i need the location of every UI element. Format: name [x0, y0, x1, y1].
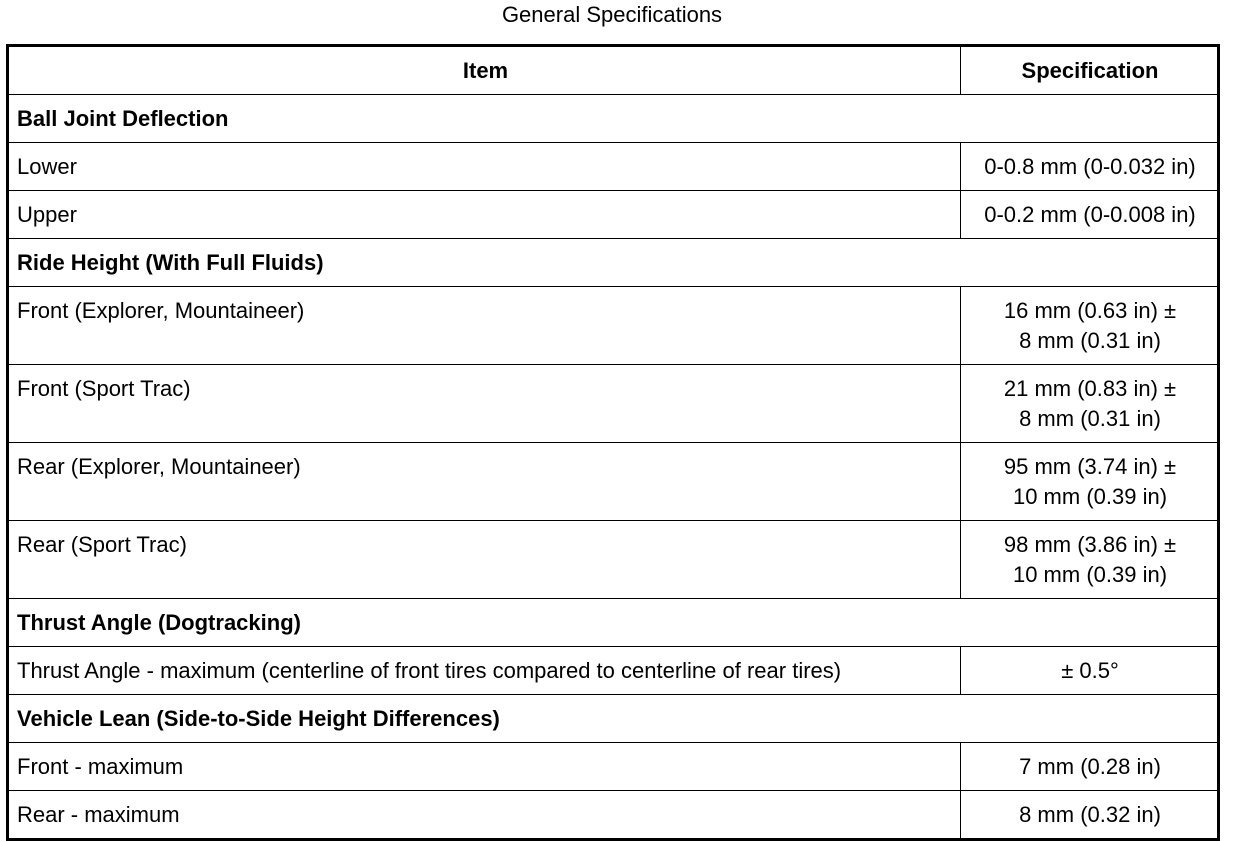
table-row [8, 443, 1219, 521]
spec-line: 10 mm (0.39 in) [1012, 484, 1168, 509]
table-row [8, 143, 1219, 191]
spec-line: 10 mm (0.39 in) [1012, 562, 1168, 587]
spec-line: 8 mm (0.31 in) [1019, 406, 1161, 431]
spec-cell: 8 mm (0.32 in) [961, 791, 1219, 840]
table-row [8, 521, 1219, 599]
spec-line: 16 mm (0.63 in) ± [1003, 298, 1177, 323]
spec-cell: 0-0.2 mm (0-0.008 in) [961, 191, 1219, 239]
section-title: Vehicle Lean (Side-to-Side Height Differences) [8, 695, 1219, 743]
table-row [8, 743, 1219, 791]
item-cell: Rear (Explorer, Mountaineer) [8, 443, 961, 521]
table-row [8, 365, 1219, 443]
spec-line: 8 mm (0.31 in) [1019, 328, 1161, 353]
item-cell: Lower [8, 143, 961, 191]
item-cell: Rear (Sport Trac) [8, 521, 961, 599]
item-cell: Thrust Angle - maximum (centerline of front tires compared to centerline of rear tires) [8, 647, 961, 695]
spec-cell [961, 287, 1219, 365]
column-header-specification: Specification [961, 46, 1219, 95]
spec-line: 21 mm (0.83 in) ± [1003, 376, 1177, 401]
specifications-table [6, 44, 1220, 841]
section-row-ride-height [8, 239, 1219, 287]
item-cell: Rear - maximum [8, 791, 961, 840]
item-cell: Front - maximum [8, 743, 961, 791]
section-row-ball-joint-deflection [8, 95, 1219, 143]
spec-cell: 0-0.8 mm (0-0.032 in) [961, 143, 1219, 191]
spec-line: 98 mm (3.86 in) ± [1003, 532, 1177, 557]
item-cell: Upper [8, 191, 961, 239]
spec-cell: ± 0.5° [961, 647, 1219, 695]
spec-cell [961, 521, 1219, 599]
spec-cell [961, 443, 1219, 521]
column-header-item: Item [8, 46, 961, 95]
spec-cell: 7 mm (0.28 in) [961, 743, 1219, 791]
section-title: Ride Height (With Full Fluids) [8, 239, 1219, 287]
table-row [8, 287, 1219, 365]
section-row-thrust-angle [8, 599, 1219, 647]
section-title: Ball Joint Deflection [8, 95, 1219, 143]
item-cell: Front (Explorer, Mountaineer) [8, 287, 961, 365]
spec-cell [961, 365, 1219, 443]
table-row [8, 791, 1219, 840]
spec-line: 95 mm (3.74 in) ± [1003, 454, 1177, 479]
table-row [8, 647, 1219, 695]
table-header-row [8, 46, 1219, 95]
item-cell: Front (Sport Trac) [8, 365, 961, 443]
section-row-vehicle-lean [8, 695, 1219, 743]
table-title: General Specifications [501, 2, 723, 27]
table-row [8, 191, 1219, 239]
section-title: Thrust Angle (Dogtracking) [8, 599, 1219, 647]
